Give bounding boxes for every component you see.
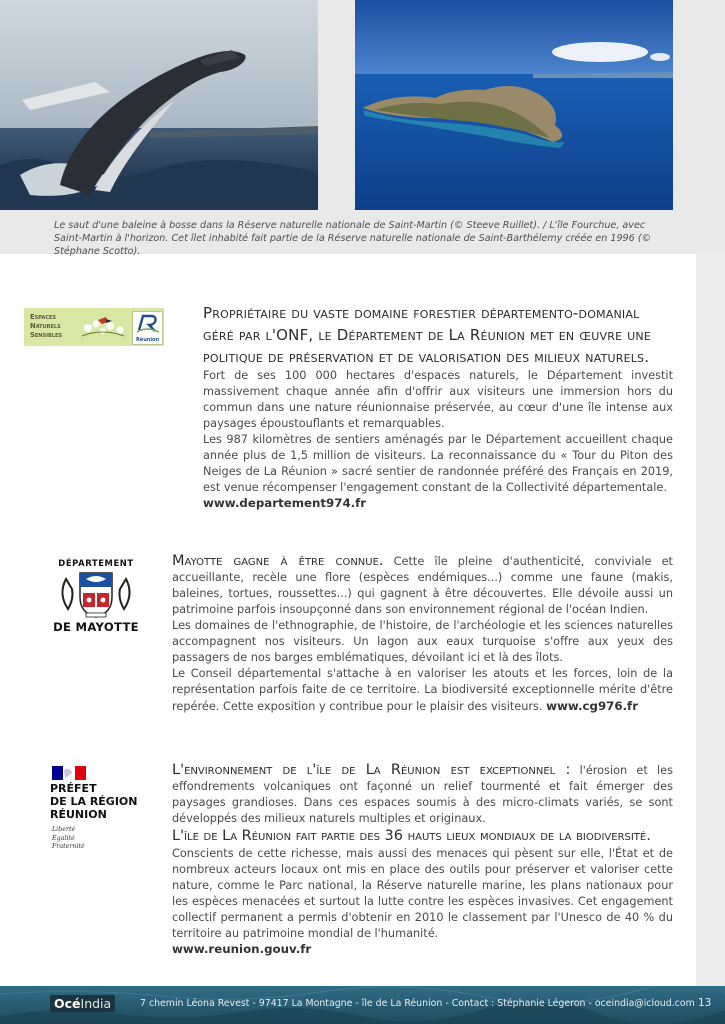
logo-part-b: India [80,996,112,1011]
motto-liberte: Liberté [52,826,76,833]
section-paragraph: l'érosion et les effondrements volcaniques ont façonné un relief tourmenté et fait émerger des paysages grandioses. Dans ces espaces soumis à des micro-climats variés, se sont développés des milieux naturels multiples et originaux. [172,764,673,825]
section-prefet [172,762,673,956]
logo-part-a: Océ [54,996,81,1011]
page-footer [0,986,725,1024]
mayotte-intro [172,553,673,618]
prefet-region-reunion-logo [50,766,160,856]
section-mayotte [172,553,673,715]
mayotte-logo-top: DÉPARTEMENT [58,558,134,568]
ens-line3: Sensibles [30,331,62,339]
r-logo-icon [133,312,162,334]
departement-reunion-badge [132,311,163,345]
ens-line2: Naturels [30,322,61,330]
oceindia-logo [50,995,115,1012]
margin-strip [696,254,725,986]
section-paragraph: Cette île pleine d'authenticité, conviviale et accueillante, recèle une flore (espèces endémiques...) comme une faune (makis, baleines, tortues, roussettes...) qui gagnent à être découvertes. Elle dévoile aussi un patrimoine parfois insoupçonné dans son environnement régional de l'océan Indien. [172,555,673,616]
footer-contact: 7 chemin Léona Revest - 97417 La Montagne - île de La Réunion - Contact : Stéphanie Légeron - oceindia@icloud.com [140,998,695,1009]
departement974-link[interactable]: www.departement974.fr [203,496,367,510]
espaces-naturels-sensibles-logo [24,308,164,346]
section-lead-2: L'île de La Réunion fait partie des 36 hauts lieux mondiaux de la biodiversité. [172,828,651,844]
mayotte-closing [172,666,673,715]
prefet-line3: RÉUNION [50,808,107,821]
cg976-link[interactable]: www.cg976.fr [546,699,639,713]
section-lead: L'environnement de l'île de La Réunion est exceptionnel : [172,762,571,778]
marianne-flag-icon [52,766,86,780]
section-departement-reunion [203,302,673,510]
section-paragraph: Les domaines de l'ethnographie, de l'histoire, de l'archéologie et les sciences naturelles accompagnent nos visiteurs. Un lagon aux eaux turquoise s'offre aux yeux des passagers de nos barges emblématiques, dévoilant ici et là des îlots. [172,619,673,664]
mayotte-crest-icon [56,569,136,619]
section-paragraph: Conscients de cette richesse, mais aussi des menaces qui pèsent sur elle, l'État et de nombreux acteurs locaux ont mis en place des outils pour préserver et valoriser cette nature, comme le Parc national, la Réserve naturelle marine, les plans nationaux pour les espèces menacées et surtout la lutte contre les espèces invasives. Cet engagement collectif permanent a permis d'obtenir en 2010 le classement par l'Unesco de 40 % du territoire au patrimoine mondial de l'humanité. [172,847,673,940]
departement-mayotte-logo [52,558,140,636]
motto-egalite: Égalité [52,834,75,842]
prefet-intro [172,762,673,827]
badge-label: Réunion [135,337,160,343]
section-paragraph: Le Conseil départemental s'attache à en valoriser les atouts et les forces, loin de la représentation parfois faite de ce territoire. La biodiversité exceptionnelle mérite d'être repérée. Cette exposition y contribue pour le plaisir des visiteurs. [172,667,673,713]
motto-fraternite: Fraternité [52,843,85,850]
reunion-gouv-link[interactable]: www.reunion.gouv.fr [172,942,312,956]
whale-photo [0,0,318,210]
ens-line1: Espaces [30,313,57,321]
section-lead: Propriétaire du vaste domaine forestier départemento-domanial géré par l'ONF, le Département de La Réunion met en œuvre une politique de préservation et de valorisation des milieux naturels. [203,304,652,366]
prefet-line1: PRÉFET [50,782,97,795]
bird-flower-icon [76,314,128,340]
photo-caption: Le saut d'une baleine à bosse dans la Réserve naturelle nationale de Saint-Martin (© Steeve Ruillet). / L'île Fourchue, avec Saint-Martin à l'horizon. Cet îlet inhabité fait partie de la Réserve naturelle nationale de Saint-Barthélemy créée en 1996 (© Stéphane Scotto). [54,220,652,257]
page-number: 13 [698,997,712,1009]
prefet-line2: DE LA RÉGION [50,795,138,808]
mayotte-logo-bottom: DE MAYOTTE [53,620,139,634]
section-paragraph: Fort de ses 100 000 hectares d'espaces naturels, le Département investit massivement chaque année afin d'offrir aux visiteurs une immersion hors du commun dans une nature réunionnaise préservée, au cœur d'une île intense aux paysages époustouflants et remarquables. [203,369,673,430]
section-paragraph: Les 987 kilomètres de sentiers aménagés par le Département accueillent chaque année plus de 1,5 million de visiteurs. La reconnaissance du « Tour du Piton des Neiges de La Réunion » sacré sentier de randonnée préféré des Français en 2019, est venue récompenser l'engagement constant de la Collectivité départementale. [203,433,673,494]
section-lead: Mayotte gagne à être connue. [172,553,384,569]
island-photo [355,0,673,210]
